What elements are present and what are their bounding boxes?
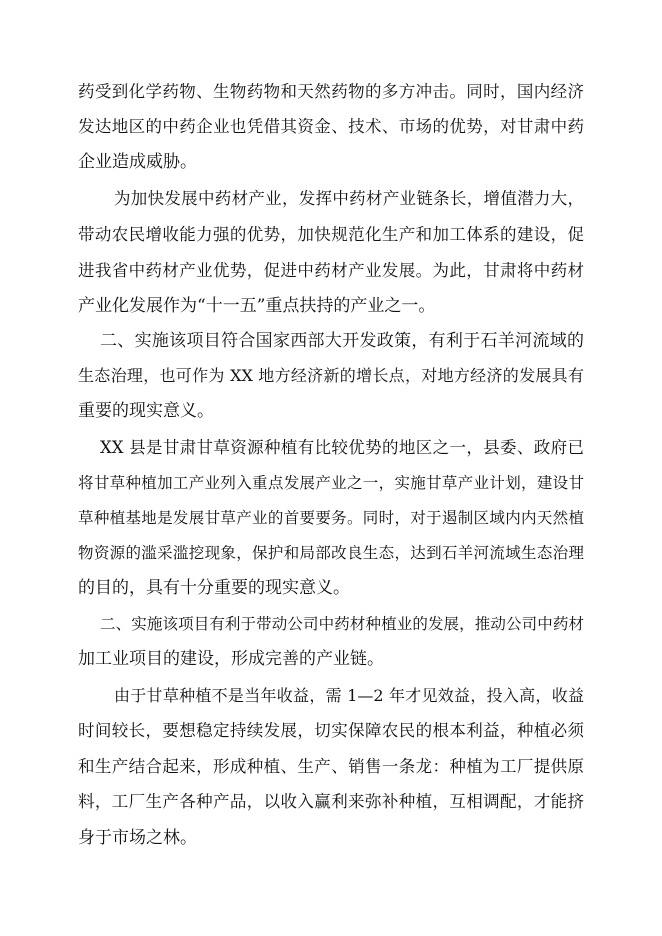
paragraph-2-line-1: 为加快发展中药材产业，发挥中药材产业链条长，增值潜力大， xyxy=(114,189,584,208)
paragraph-3-line-3: 重要的现实意义。 xyxy=(78,401,214,421)
paragraph-3-line-1: 二、实施该项目符合国家西部大开发政策，有利于石羊河流域的 xyxy=(100,331,584,351)
paragraph-6-line-4: 料，工厂生产各种产品，以收入赢利来弥补种植，互相调配，才能挤 xyxy=(78,792,584,811)
paragraph-2-line-4: 产业化发展作为“十一五”重点扶持的产业之一。 xyxy=(78,296,436,316)
paragraph-2-line-2: 带动农民增收能力强的优势，加快规范化生产和加工体系的建设，促 xyxy=(78,225,584,244)
paragraph-6-line-2: 时间较长，要想稳定持续发展，切实保障农民的根本利益，种植必须 xyxy=(78,721,584,740)
paragraph-4-line-3: 草种植基地是发展甘草产业的首要要务。同时，对于遏制区域内内天然植 xyxy=(78,509,584,527)
paragraph-4-line-5: 的目的，具有十分重要的现实意义。 xyxy=(78,578,350,598)
paragraph-1-line-2: 发达地区的中药企业也凭借其资金、技术、市场的优势，对甘肃中药 xyxy=(78,117,584,136)
paragraph-3-line-2: 生态治理，也可作为 XX 地方经济新的增长点，对地方经济的发展具有 xyxy=(78,366,584,385)
paragraph-5-line-1: 二、实施该项目有利于带动公司中药材种植业的发展，推动公司中药材 xyxy=(100,615,584,633)
paragraph-1-line-1: 药受到化学药物、生物药物和天然药物的多方冲击。同时，国内经济 xyxy=(78,82,584,101)
paragraph-6-line-1: 由于甘草种植不是当年收益，需 1—2 年才见效益，投入高，收益 xyxy=(114,686,584,705)
paragraph-4-line-1: XX 县是甘肃甘草资源种植有比较优势的地区之一，县委、政府已 xyxy=(100,438,584,457)
paragraph-4-line-4: 物资源的滥采滥挖现象，保护和局部改良生态，达到石羊河流域生态治理 xyxy=(78,544,584,562)
paragraph-2-line-3: 进我省中药材产业优势，促进中药材产业发展。为此，甘肃将中药材 xyxy=(78,261,584,280)
paragraph-1-line-3: 企业造成威胁。 xyxy=(78,152,197,172)
paragraph-6-line-3: 和生产结合起来，形成种植、生产、销售一条龙：种植为工厂提供原 xyxy=(78,757,584,776)
paragraph-5-line-2: 加工业项目的建设，形成完善的产业链。 xyxy=(78,649,384,669)
paragraph-4-line-2: 将甘草种植加工产业列入重点发展产业之一，实施甘草产业计划，建设甘 xyxy=(78,474,584,492)
paragraph-6-line-5: 身于市场之林。 xyxy=(78,828,197,848)
